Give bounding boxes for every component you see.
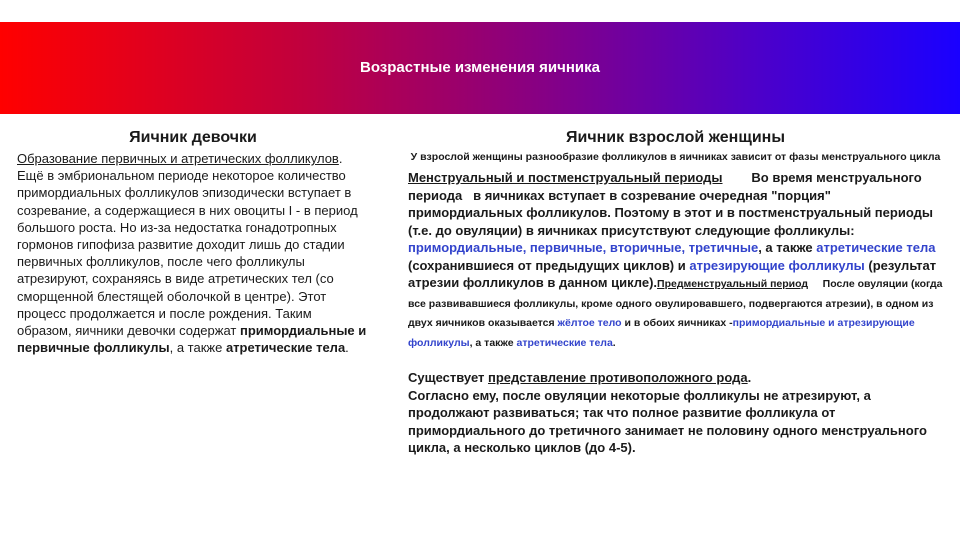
p1-blue-3: атрезирующие фолликулы (689, 257, 865, 273)
p3-text-c: Согласно ему, после овуляции некоторые фолликулы не атрезируют, а продолжают развиваться; так что полное развитие фолликула от примордиального до третичного занимает не половину одного менструального цикла, а несколько циклов (до 4-5). (408, 387, 927, 455)
p1-text-c: (сохранившиеся от предыдущих циклов) и (408, 257, 690, 273)
menstrual-heading: Менструальный и постменструальный периоды (408, 170, 723, 185)
p2-text-b: и в обоих яичниках - (621, 317, 733, 329)
left-body-1: Ещё в эмбриональном периоде некоторое количество примордиальных фолликулов эпизодически вступает в созревание, а содержащиеся в них овоциты I - в период большого роста. Но из-за недостатка гонадотропных гормонов гипофиза развитие доходит лишь до стадии первичных фолликулов, после чего фолликулы атрезируют, сохраняясь в виде атретических тел (со сморщенной блестящей оболочкой в центре). Этот процесс продолжается и после рождения. Таким образом, яичники девочки содержат (17, 168, 358, 339)
title-banner (0, 22, 960, 114)
p1-text-d: (результат атрезии фолликулов в данном цикле). (408, 257, 937, 290)
p2-text-a: После овуляции (когда все развивавшиеся фолликулы, кроме одного овулировавшего, подвергаются атрезии), в одном из двух яичников оказывается (408, 278, 946, 329)
paragraph-opposite-view (408, 369, 943, 457)
premenstrual-heading: Предменструальный период (657, 278, 809, 290)
left-dot: . (338, 151, 343, 166)
p3-text-a: Существует (408, 370, 489, 385)
p3-underlined: представление противоположного рода (488, 370, 748, 385)
right-subheading: У взрослой женщины разнообразие фолликулов в яичниках зависит от фазы менструального цикла (410, 151, 941, 163)
paragraph-menstrual (408, 169, 946, 352)
p1-blue-1: примордиальные, первичные, вторичные, третичные (408, 240, 759, 255)
left-end: . (345, 340, 349, 356)
p2-blue-3: атретические тела (516, 336, 613, 349)
left-text (17, 150, 369, 356)
p2-text-d: . (612, 336, 616, 349)
right-column (408, 127, 946, 457)
left-heading: Яичник девочки (129, 129, 257, 146)
left-bold-2: атретические тела (225, 340, 346, 356)
p1-text-a: Во время менструального периода в яичниках вступает в созревание очередная "порция" примордиальных фолликулов. Поэтому в этот и в постменструальный периоды (т.е. до овуляции) в яичниках присутствуют следующие фолликулы: (408, 170, 937, 238)
p1-blue-2: атретические тела (816, 240, 936, 255)
p1-text-b: , а также (758, 240, 817, 255)
p2-text-c: , а также (469, 336, 517, 349)
left-body-2: , а также (169, 340, 226, 356)
p3-text-b: . (747, 370, 752, 385)
right-heading: Яичник взрослой женщины (566, 129, 785, 146)
slide-title: Возрастные изменения яичника (360, 59, 600, 76)
left-bold-1: примордиальные и первичные фолликулы (17, 323, 367, 356)
p2-blue-1: жёлтое тело (557, 317, 622, 329)
left-column (17, 127, 369, 356)
p2-blue-2: примордиальные и атрезирующие фолликулы (408, 317, 915, 349)
left-link[interactable]: Образование первичных и атретических фолликулов (17, 151, 339, 166)
